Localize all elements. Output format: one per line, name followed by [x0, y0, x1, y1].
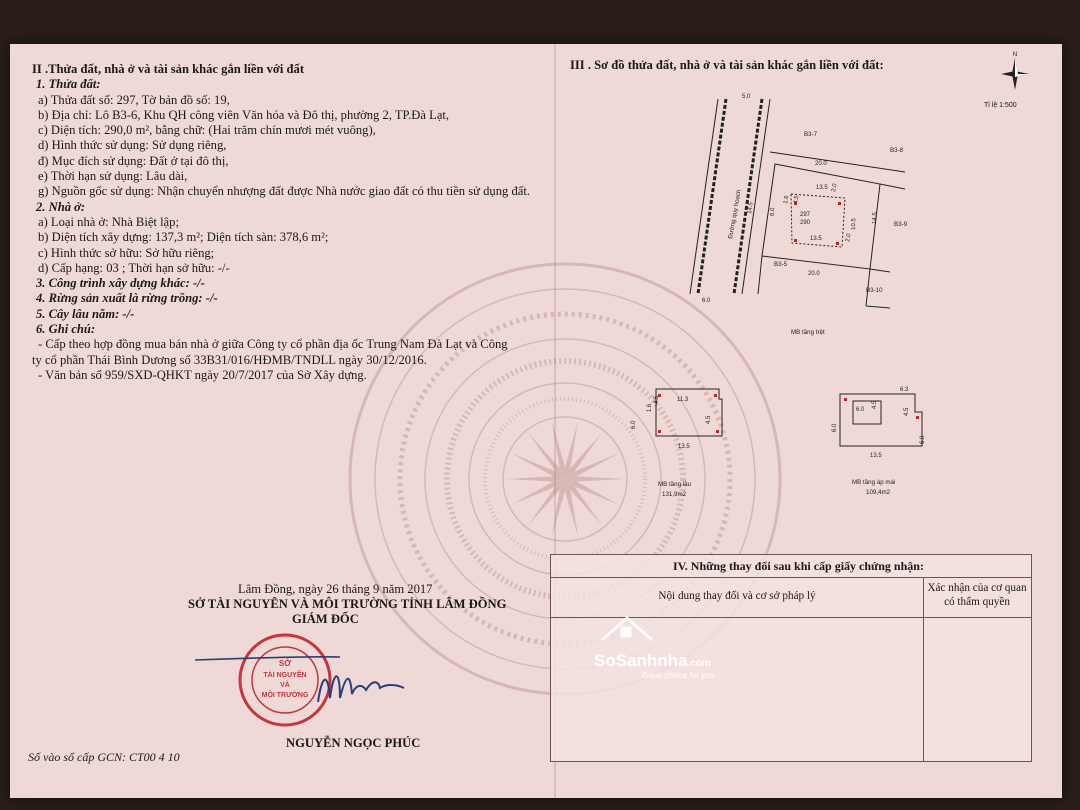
changes-header-content: Nội dung thay đổi và cơ sở pháp lý: [551, 578, 923, 618]
stamp-line-1: SỞ: [278, 659, 292, 668]
lot-number: 297: [800, 212, 811, 218]
land-e: e) Thời hạn sử dụng: Lâu dài,: [38, 169, 188, 184]
land-c: c) Diện tích: 290,0 m², bằng chữ: (Hai trăm chín mươi mét vuông),: [38, 123, 376, 138]
house-a: a) Loại nhà ở: Nhà Biệt lập;: [38, 214, 179, 229]
inner-small-1: 1.6: [783, 195, 791, 205]
item-4: 4. Rừng sản xuất là rừng trồng: -/-: [36, 291, 218, 306]
note-2: - Văn bản số 959/SXD-QHKT ngày 20/7/2017 của Sở Xây dựng.: [38, 367, 367, 382]
house-d: d) Cấp hạng: 03 ; Thời hạn sở hữu: -/-: [38, 260, 230, 275]
land-a: a) Thửa đất số: 297, Tờ bản đồ số: 19,: [38, 92, 230, 107]
neighbour-b3-10: B3-10: [866, 287, 883, 294]
land-d: d) Hình thức sử dụng: Sử dụng riêng,: [38, 138, 227, 153]
land-title: 1. Thửa đất:: [36, 77, 101, 92]
land-b: b) Địa chỉ: Lô B3-6, Khu QH công viên Văn hóa và Đô thị, phường 2, TP.Đà Lạt,: [38, 107, 450, 122]
plot-right: 14.5: [872, 212, 879, 225]
note-1b: ty cổ phần Thái Bình Dương số 33B31/016/HĐMB/TNDLL ngày 30/12/2016.: [32, 352, 427, 367]
land-dd: đ) Mục đích sử dụng: Đất ở tại đô thị,: [38, 153, 229, 168]
mb-roof-area: 109,4m2: [866, 489, 891, 496]
mb-floor-area: 131,9m2: [662, 491, 687, 498]
watermark-brand: SoSanhnha: [594, 651, 688, 670]
compass-north: N: [1012, 51, 1018, 58]
confirm-line-2: có thẩm quyền: [944, 596, 1010, 608]
section-4-title: IV. Những thay đổi sau khi cấp giấy chứng nhận:: [673, 559, 924, 573]
sign-role: GIÁM ĐỐC: [292, 612, 359, 626]
section-3-title: III . Sơ đồ thửa đất, nhà ở và tài sản khác gắn liền với đất:: [570, 58, 884, 72]
changes-header-confirm: [923, 578, 1031, 618]
stamp-line-2: TÀI NGUYÊN: [263, 672, 307, 679]
floor-left: 6.0: [631, 420, 637, 429]
lot-area: 290: [800, 220, 811, 226]
neighbour-b3-7: B3-7: [804, 131, 818, 138]
watermark-tagline: Great choice for you: [642, 671, 715, 680]
neighbour-b3-9: B3-9: [894, 221, 908, 228]
house-title: 2. Nhà ở:: [36, 199, 86, 214]
plot-top: 20.0: [815, 161, 827, 167]
roof-a: 4.5: [872, 400, 878, 409]
stamp-line-3: VÀ: [280, 682, 290, 689]
mb-ground-label: MB tầng trệt: [791, 329, 825, 336]
roof-left: 6.0: [832, 423, 838, 432]
svg-text:SoSanhnha.com: [594, 651, 711, 670]
item-6: 6. Ghi chú:: [36, 322, 96, 337]
changes-column-confirm: [923, 577, 1031, 762]
floor-bottom: 13.5: [678, 444, 690, 450]
roof-bottom: 13.5: [870, 453, 882, 459]
section-2-title: II .Thửa đất, nhà ở và tài sản khác gắn liền với đất: [32, 62, 305, 76]
inner-bottom: 13.5: [810, 236, 822, 242]
inner-small-3: 2.0: [831, 183, 839, 193]
watermark-domain: .com: [687, 658, 711, 669]
neighbour-b3-5: B3-5: [774, 261, 788, 268]
plot-bottom: 20.0: [808, 271, 820, 277]
confirm-line-1: Xác nhận của cơ quan: [927, 582, 1027, 594]
roof-right: 6.0: [920, 435, 926, 444]
sign-date: Lâm Đồng, ngày 26 tháng 9 năm 2017: [238, 582, 433, 596]
mb-roof-label: MB tầng áp mái: [852, 479, 896, 486]
road-length: 14.5: [747, 201, 755, 215]
road-name: Đường quy hoạch: [727, 189, 743, 240]
handwritten-signature: [190, 644, 430, 714]
sosanhnha-watermark: [582, 610, 754, 680]
inner-small-2: 4.5: [793, 195, 801, 205]
certificate-sheet: [10, 44, 1062, 798]
floor-a: 1.6: [647, 403, 653, 412]
land-g: g) Nguồn gốc sử dụng: Nhận chuyển nhượng đất được Nhà nước giao đất có thu tiền sử dụng đất.: [38, 184, 530, 199]
sign-org: SỞ TÀI NGUYÊN VÀ MÔI TRƯỜNG TỈNH LÂM ĐỒNG: [188, 597, 507, 611]
house-b: b) Diện tích xây dựng: 137,3 m²; Diện tích sàn: 378,6 m²;: [38, 230, 329, 245]
roof-b: 4.5: [904, 407, 910, 416]
inner-small-3b: 2.0: [845, 233, 853, 243]
neighbour-b3-8: B3-8: [890, 147, 904, 154]
item-5: 5. Cây lâu năm: -/-: [36, 306, 135, 321]
register-number: Số vào sổ cấp GCN: CT00 4 10: [28, 750, 180, 764]
roof-top: 6.3: [900, 387, 909, 393]
stamp-line-4: MÔI TRƯỜNG: [261, 692, 309, 699]
roof-inner: 6.0: [856, 407, 865, 413]
floor-top: 11.3: [677, 397, 689, 403]
item-3: 3. Công trình xây dựng khác: -/-: [36, 276, 205, 291]
road-width-top: 5.0: [742, 94, 751, 100]
inner-right: 10.5: [851, 218, 858, 231]
signer-name: NGUYỄN NGỌC PHÚC: [286, 736, 421, 750]
floor-c: 4.5: [706, 415, 712, 424]
house-c: c) Hình thức sở hữu: Sở hữu riêng;: [38, 245, 215, 260]
plot-left: 6.0: [770, 207, 777, 217]
mb-floor-label: MB tầng lầu: [658, 481, 692, 488]
scale-label: Tỉ lệ 1:500: [984, 102, 1017, 109]
note-1a: - Cấp theo hợp đồng mua bán nhà ở giữa Công ty cổ phần địa ốc Trung Nam Đà Lạt và Công: [38, 337, 508, 352]
inner-top: 13.5: [816, 185, 828, 191]
road-width-bottom: 6.0: [702, 298, 711, 304]
floor-b: 4.5: [654, 395, 660, 404]
